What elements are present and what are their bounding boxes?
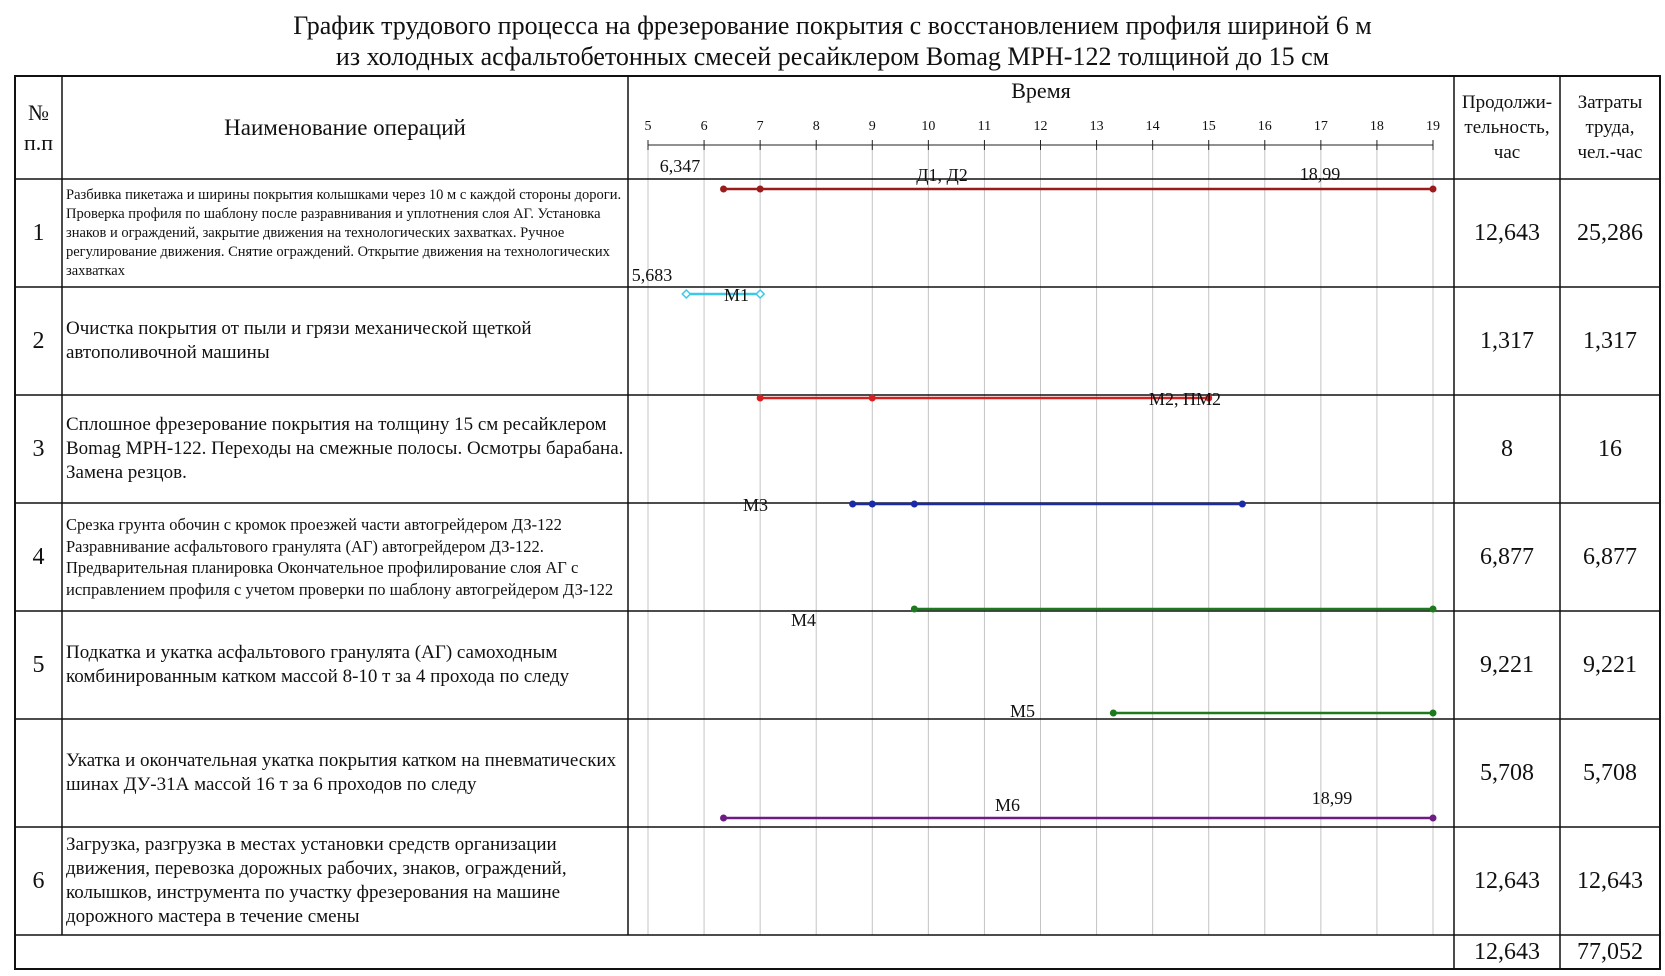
bar-5-label: М4	[791, 610, 817, 630]
bar-7-label: М6	[995, 795, 1021, 815]
gantt-point-5-1	[911, 606, 918, 613]
tick-label-19: 19	[1426, 119, 1440, 134]
total-duration: 12,643	[1474, 938, 1540, 965]
bar-3-label: М2, ПМ2	[1149, 389, 1222, 409]
gantt-point-2-1	[682, 290, 690, 298]
gantt-point-4-2	[869, 501, 876, 508]
row-4-duration: 6,877	[1480, 543, 1534, 570]
gantt-point-1-2	[757, 186, 764, 193]
tick-label-11: 11	[977, 119, 992, 134]
row-6-operation: Укатка и окончательная укатка покрытия катком на пневматических шинах ДУ-31А массой 16 т за 6 проходов по следу	[66, 750, 617, 795]
title-line-1: График трудового процесса на фрезерование покрытия с восстановлением профиля шириной 6 м	[293, 11, 1372, 40]
row-3-labor: 16	[1598, 435, 1622, 462]
row-3-operation: Сплошное фрезерование покрытия на толщину 15 см ресайклером Bomag MPH-122. Переходы на смежные полосы. Осмотры барабана. Замена резцов.	[66, 414, 624, 483]
row-2-labor: 1,317	[1583, 327, 1637, 354]
row-7-labor: 12,643	[1577, 867, 1643, 894]
gantt-point-1-1	[720, 186, 727, 193]
tick-label-6: 6	[700, 119, 708, 134]
bar-1-start-label: 6,347	[659, 156, 701, 176]
row-7-number: 6	[32, 867, 45, 894]
row-2-number: 2	[32, 327, 45, 354]
gantt-point-7-2	[1430, 815, 1437, 822]
header-labor: Затраты труда, чел.-час	[1577, 92, 1643, 163]
row-5-labor: 9,221	[1583, 651, 1637, 678]
gantt-point-4-1	[849, 501, 856, 508]
row-4-number: 4	[32, 543, 45, 570]
gantt-point-3-1	[757, 395, 764, 402]
tick-label-17: 17	[1313, 119, 1328, 134]
tick-label-13: 13	[1089, 119, 1104, 134]
row-6-duration: 5,708	[1480, 759, 1534, 786]
bar-2-start-label: 5,683	[631, 265, 673, 285]
gantt-point-4-4	[1239, 501, 1246, 508]
header-operation-name: Наименование операций	[224, 114, 466, 140]
row-6-labor: 5,708	[1583, 759, 1637, 786]
tick-label-7: 7	[756, 119, 764, 134]
row-4-operation: Срезка грунта обочин с кромок проезжей части автогрейдером ДЗ-122 Разравнивание асфальтового гранулята (АГ) автогрейдером ДЗ-122. Предварительная планировка Окончательное профилирование слоя АГ с исправлением профиля с учетом проверки по шаблону автогрейдером ДЗ-122	[66, 515, 614, 599]
header-number: № п.п	[23, 99, 54, 155]
row-1-operation: Разбивка пикетажа и ширины покрытия колышками через 10 м с каждой стороны дороги. Проверка профиля по шаблону после разравнивания и уплотнения слоя АГ. Установка знаков и ограждений, закрытие движения на технологических захватках. Ручное регулирование движения. Снятие ограждений. Открытие движения на технологических захватках	[66, 186, 622, 279]
gantt-point-5-2	[1430, 606, 1437, 613]
tick-label-15: 15	[1201, 119, 1216, 134]
row-7-operation: Загрузка, разгрузка в местах установки средств организации движения, перевозка дорожных рабочих, знаков, ограждений, колышков, инструмента по участку фрезерования на машине дорожного мастера в течение смены	[66, 834, 567, 927]
row-5-operation: Подкатка и укатка асфальтового гранулята (АГ) самоходным комбинированным катком массой 8-10 т за 4 прохода по следу	[66, 642, 570, 687]
tick-label-10: 10	[921, 119, 936, 134]
tick-label-5: 5	[644, 119, 652, 134]
gantt-point-6-2	[1430, 710, 1437, 717]
tick-label-18: 18	[1369, 119, 1384, 134]
header-time: Время	[1011, 78, 1071, 103]
bar-6-label: М5	[1010, 701, 1036, 721]
gantt-point-3-2	[869, 395, 876, 402]
row-3-number: 3	[32, 435, 45, 462]
title-line-2: из холодных асфальтобетонных смесей ресайклером Bomag MPH-122 толщиной до 15 см	[335, 42, 1330, 71]
bar-2-label: М1	[724, 285, 750, 305]
bar-7-end-label: 18,99	[1311, 788, 1353, 808]
row-6-number	[15, 719, 62, 827]
row-4-labor: 6,877	[1583, 543, 1637, 570]
tick-label-9: 9	[868, 119, 876, 134]
tick-label-12: 12	[1033, 119, 1048, 134]
bar-4-label: М3	[743, 495, 769, 515]
header-duration: Продолжи-тельность, час	[1461, 92, 1553, 163]
gantt-point-1-3	[1430, 186, 1437, 193]
row-5-duration: 9,221	[1480, 651, 1534, 678]
bar-1-end-label: 18,99	[1299, 164, 1341, 184]
gantt-point-6-1	[1110, 710, 1117, 717]
gantt-point-4-3	[911, 501, 918, 508]
row-2-operation: Очистка покрытия от пыли и грязи механической щеткой автополивочной машины	[66, 318, 532, 363]
total-labor: 77,052	[1577, 938, 1643, 965]
row-1-labor: 25,286	[1577, 219, 1643, 246]
row-5-number: 5	[32, 651, 45, 678]
row-1-number: 1	[32, 219, 45, 246]
row-7-duration: 12,643	[1474, 867, 1540, 894]
row-2-duration: 1,317	[1480, 327, 1534, 354]
gantt-point-7-1	[720, 815, 727, 822]
tick-label-16: 16	[1257, 119, 1272, 134]
gantt-point-2-2	[756, 290, 764, 298]
row-3-duration: 8	[1501, 435, 1513, 462]
tick-label-8: 8	[812, 119, 820, 134]
bar-1-label: Д1, Д2	[916, 165, 968, 185]
row-1-duration: 12,643	[1474, 219, 1540, 246]
tick-label-14: 14	[1145, 119, 1160, 134]
